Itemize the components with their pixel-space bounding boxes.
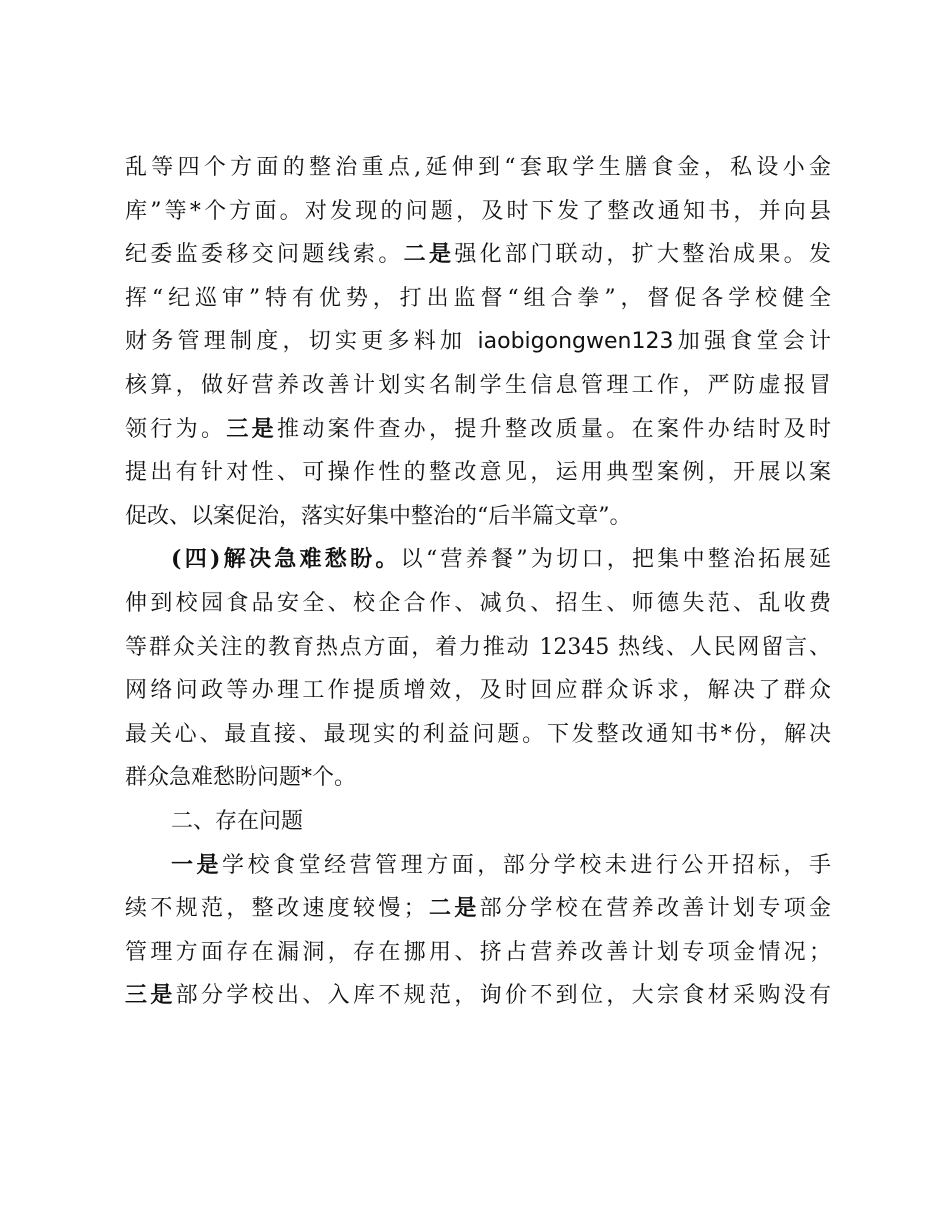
section-heading-text: 二、存在问题 <box>171 808 304 834</box>
paragraph-1-line-5 <box>125 320 831 364</box>
paragraph-3-line-1 <box>125 844 831 888</box>
paragraph-1-line-3 <box>125 233 831 277</box>
text-run: 最关心、最直接、最现实的利益问题。下发整改通知书*份，解决 <box>125 721 831 747</box>
paragraph-3-line-2 <box>125 887 831 931</box>
bold-lead-text: 二是 <box>425 896 480 922</box>
text-run: 群众急难愁盼问题*个。 <box>125 765 357 791</box>
text-run: 强化部门联动，扩大整治成果。发 <box>454 242 831 268</box>
bold-lead-text: 二是 <box>403 242 455 268</box>
paragraph-2-line-4 <box>125 669 831 713</box>
text-run: 学校食堂经营管理方面，部分学校未进行公开招标，手 <box>222 852 831 878</box>
paragraph-3-line-3 <box>125 931 831 975</box>
text-run: 核算，做好营养改善计划实名制学生信息管理工作，严防虚报冒 <box>125 372 831 398</box>
paragraph-2-line-3 <box>125 626 831 670</box>
text-run: 库”等*个方面。对发现的问题，及时下发了整改通知书，并向县 <box>125 198 831 224</box>
text-run: 提出有针对性、可操作性的整改意见，运用典型案例，开展以案 <box>125 460 831 486</box>
text-run: 续不规范，整改速度较慢； <box>125 896 426 922</box>
paragraph-2-line-6 <box>125 756 831 800</box>
paragraph-1-line-9 <box>125 495 831 539</box>
text-run: 领行为。 <box>125 416 227 442</box>
section-heading <box>125 800 831 844</box>
text-run: 以“营养餐”为切口，把集中整治拓展延 <box>400 547 831 573</box>
paragraph-1-line-2 <box>125 190 831 234</box>
paragraph-1-line-1 <box>125 146 831 190</box>
text-run: 加强食堂会计 <box>673 329 831 355</box>
text-run: 伸到校园食品安全、校企合作、减负、招生、师德失范、乱收费 <box>125 590 831 616</box>
text-run: 乱等四个方面的整治重点,延伸到“套取学生膳食金，私设小金 <box>125 155 831 180</box>
paragraph-heading: (四)解决急难愁盼。 <box>171 546 401 573</box>
text-run: 促改、以案促治，落实好集中整治的“后半篇文章”。 <box>125 503 632 529</box>
bold-lead-text: 一是 <box>171 852 223 878</box>
text-run: 部分学校在营养改善计划专项金 <box>479 896 831 922</box>
text-run: 等群众关注的教育热点方面，着力推动 12345 热线、人民网留言、 <box>125 634 831 660</box>
text-run: 推动案件查办，提升整改质量。在案件办结时及时 <box>277 416 831 442</box>
watermark-inline-text: 更多料加 iaobigongwen123 <box>361 329 674 355</box>
text-run: 网络问政等办理工作提质增效，及时回应群众诉求，解决了群众 <box>125 678 831 704</box>
bold-lead-text: 三是 <box>226 416 277 442</box>
paragraph-1-line-4 <box>125 277 831 321</box>
text-run: 挥“纪巡审”特有优势，打出监督“组合拳”，督促各学校健全 <box>125 285 831 311</box>
text-run: 部分学校出、入库不规范，询价不到位，大宗食材采购没有 <box>175 983 831 1009</box>
document-body <box>125 146 831 1018</box>
paragraph-1-line-7 <box>125 408 831 452</box>
text-run: 纪委监委移交问题线索。 <box>125 242 404 268</box>
paragraph-2-line-1 <box>125 538 831 582</box>
bold-lead-text: 三是 <box>125 983 176 1009</box>
paragraph-3-line-4 <box>125 974 831 1018</box>
paragraph-1-line-8 <box>125 451 831 495</box>
paragraph-2-line-2 <box>125 582 831 626</box>
text-run: 财务管理制度，切实 <box>125 329 362 355</box>
paragraph-1-line-6 <box>125 364 831 408</box>
text-run: 管理方面存在漏洞，存在挪用、挤占营养改善计划专项金情况； <box>125 939 831 965</box>
paragraph-2-line-5 <box>125 713 831 757</box>
